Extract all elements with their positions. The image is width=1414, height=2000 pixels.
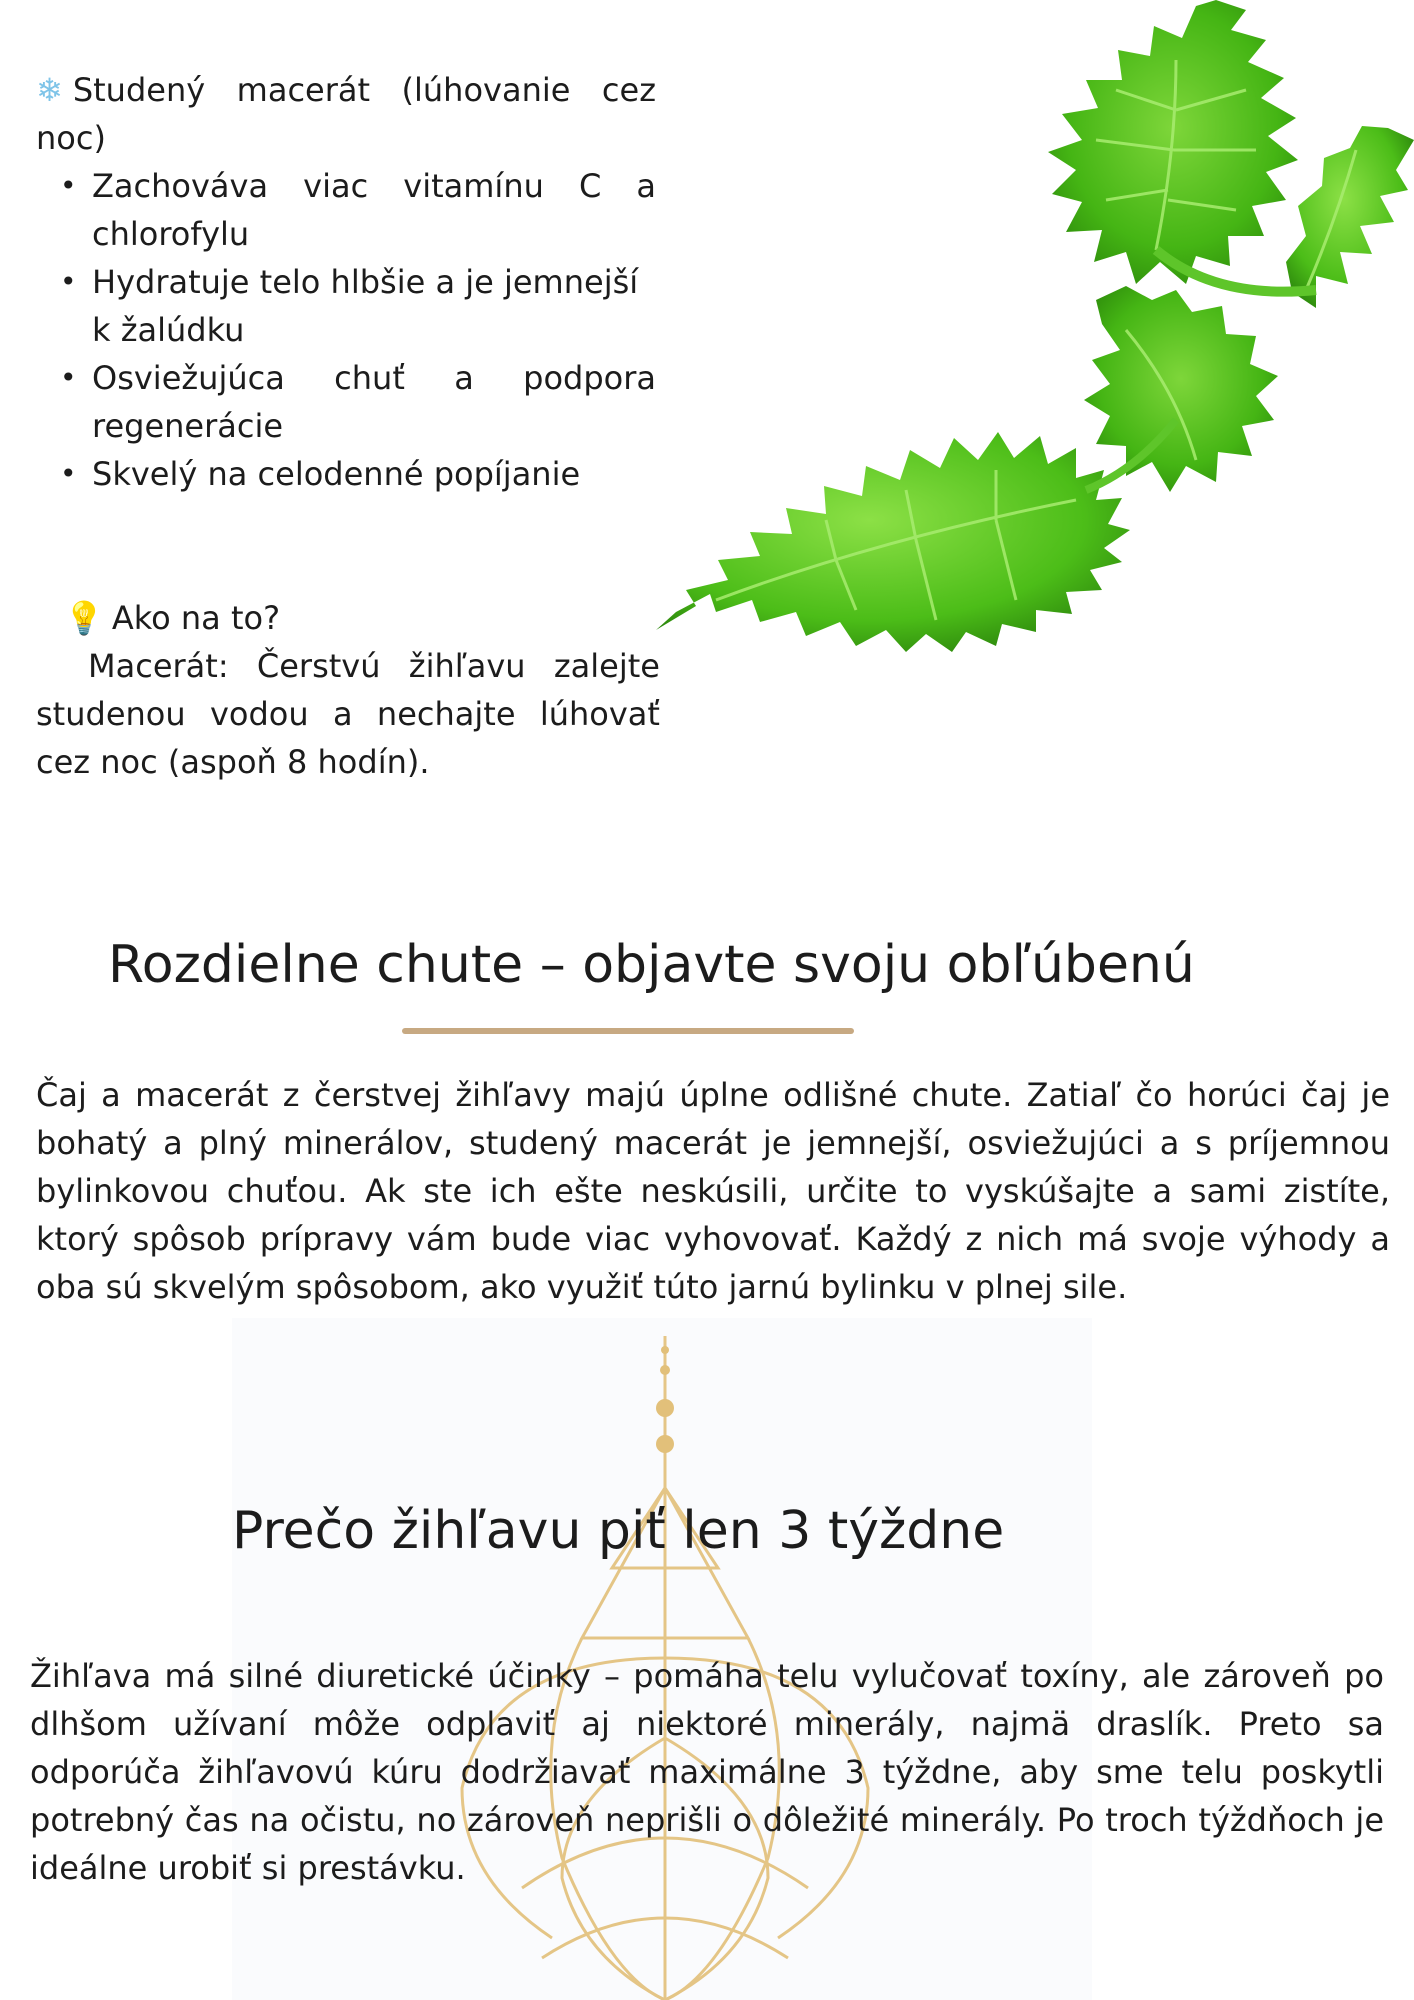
benefits-list (36, 162, 656, 498)
flavors-heading: Rozdielne chute – objavte svoju obľúbenú (108, 935, 1195, 995)
list-item: • Zachováva viac vitamínu C a chlorofylu (92, 162, 656, 258)
lightbulb-icon: 💡 (64, 599, 104, 637)
why-three-weeks-heading: Prečo žihľavu piť len 3 týždne (232, 1501, 1005, 1561)
leaf-middle (1084, 286, 1278, 492)
leaf-right (1286, 126, 1414, 308)
list-item: • Skvelý na celodenné popíjanie (92, 450, 656, 498)
how-to-line: cez noc (aspoň 8 hodín). (36, 743, 430, 781)
how-to-line: studenou vodou a nechajte lúhovať (36, 695, 660, 733)
heading-divider (402, 1028, 854, 1034)
cold-maceration-section (36, 66, 656, 498)
list-item: • Osviežujúca chuť a podpora regenerácie (92, 354, 656, 450)
why-three-weeks-paragraph: Žihľava má silné diuretické účinky – pomáha telu vylučovať toxíny, ale zároveň po dlhšom užívaní môže odplaviť aj niektoré minerály, najmä draslík. Preto sa odporúča žihľavovú kúru dodržiavať maximálne 3 týždne, aby sme telu poskytli potrebný čas na očistu, no zároveň neprišli o dôležité minerály. Po troch týždňoch je ideálne urobiť si prestávku. (30, 1657, 1384, 1887)
nettle-leaves-image (656, 0, 1414, 680)
cold-maceration-heading-cont: noc) (36, 119, 106, 157)
cold-maceration-heading: ❄ Studený macerát (lúhovanie cez (36, 71, 656, 109)
how-to-question: 💡 Ako na to? (64, 599, 281, 637)
snowflake-icon: ❄ (36, 71, 63, 109)
list-item: • Hydratuje telo hlbšie a je jemnejší k žalúdku (92, 258, 656, 354)
how-to-line: Macerát: Čerstvú žihľavu zalejte (88, 647, 660, 685)
how-to-section (36, 594, 660, 786)
flavors-paragraph: Čaj a macerát z čerstvej žihľavy majú úplne odlišné chute. Zatiaľ čo horúci čaj je bohatý a plný minerálov, studený macerát je jemnejší, osviežujúci a s príjemnou bylinkovou chuťou. Ak ste ich ešte neskúsili, určite to vyskúšajte a sami zistíte, ktorý spôsob prípravy vám bude viac vyhovovať. Každý z nich má svoje výhody a oba sú skvelým spôsobom, ako využiť túto jarnú bylinku v plnej sile. (36, 1076, 1390, 1306)
